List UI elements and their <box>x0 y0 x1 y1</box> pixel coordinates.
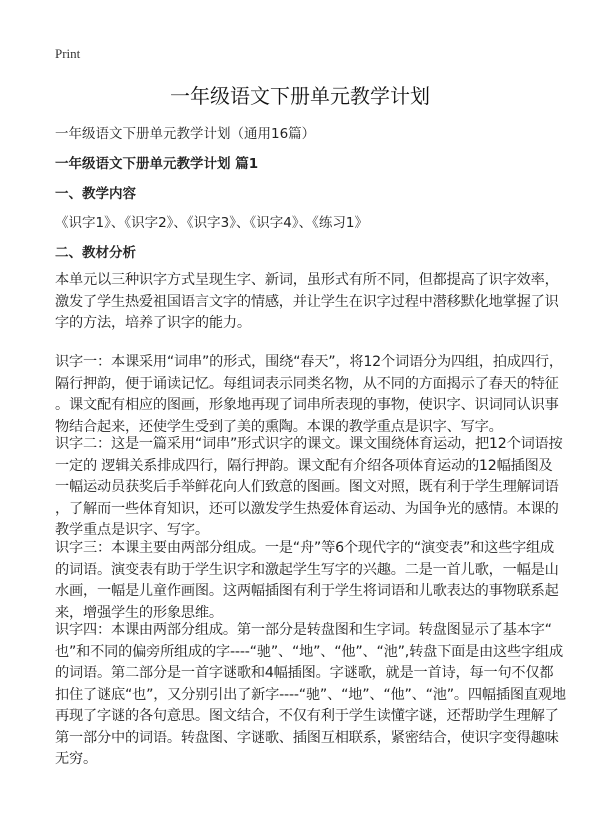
paragraph-line: 激发了学生热爱祖国语言文字的情感，并让学生在识字过程中潜移默化地掌握了识 <box>55 293 559 310</box>
paragraph-line: 的词语。第二部分是一首字谜歌和4幅插图。字谜歌，就是一首诗，每一句不仅都 <box>55 665 554 681</box>
paragraph-line: 来，增强学生的形象思维。 <box>55 604 223 621</box>
paragraph-line: 隔行押韵，便于诵读记忆。每组词表示同类名物，从不同的方面揭示了春天的特征 <box>55 375 559 392</box>
content-list: 《识字1》、《识字2》、《识字3》、《识字4》、《练习1》 <box>55 215 368 231</box>
paragraph-line: 识字二：这是一篇采用“词串”形式识字的课文。课文围绕体育运动，把12个词语按 <box>55 436 563 452</box>
paragraph-line: 识字三：本课主要由两部分组成。一是“舟”等6个现代字的“演变表”和这些字组成 <box>55 540 555 556</box>
paragraph <box>55 538 559 624</box>
paragraph-line: 物结合起来，还使学生受到了美的熏陶。本课的教学重点是识字、写字。 <box>55 418 503 435</box>
page-title: 一年级语文下册单元教学计划 <box>170 84 430 108</box>
paragraph-line: 水画，一幅是儿童作画图。这两幅插图有利于学生将词语和儿歌表达的事物联系起 <box>55 583 559 599</box>
paragraph-line: 无穷。 <box>55 751 97 767</box>
paragraph-line: 一定的 逻辑关系排成四行，隔行押韵。课文配有介绍各项体育运动的12幅插图及 <box>55 457 553 474</box>
section-heading: 一年级语文下册单元教学计划 篇1 <box>55 156 259 172</box>
paragraph-line: 也”和不同的偏旁所组成的字----“驰”、“地”、“他”、“池”,转盘下面是由这些字组成 <box>55 643 563 660</box>
paragraph-line: 识字四：本课由两部分组成。第一部分是转盘图和生字词。转盘图显示了基本字“ <box>55 622 552 638</box>
paragraph <box>55 352 563 438</box>
paragraph-line: ，了解而一些体育知识，还可以激发学生热爱体育运动、为国争光的感情。本课的 <box>55 500 559 517</box>
paragraph <box>55 620 566 771</box>
paragraph <box>55 270 559 335</box>
paragraph-line: 再现了字谜的各句意思。图文结合，不仅有利于学生读懂字谜，还帮助学生理解了 <box>55 708 559 724</box>
paragraph-line: 的词语。演变表有助于学生识字和激起学生写字的兴趣。二是一首儿歌，一幅是山 <box>55 561 559 578</box>
paragraph-line: 扣住了谜底“也”，又分别引出了新字----“驰”、“地”、“他”、“池”。四幅插图直观地 <box>55 686 566 703</box>
paragraph-line: 。课文配有相应的图画，形象地再现了词串所表现的事物，使识字、识词同认识事 <box>55 397 559 413</box>
heading-teaching-content: 一、教学内容 <box>55 186 136 202</box>
paragraph-line: 一幅运动员获奖后手举鲜花向人们致意的图画。图文对照，既有利于学生理解词语 <box>55 479 559 495</box>
subtitle: 一年级语文下册单元教学计划（通用16篇） <box>55 126 316 142</box>
paragraph-line: 教学重点是识字、写字。 <box>55 522 209 538</box>
paragraph-line: 识字一：本课采用“词串”的形式，围绕“春天”，将12个词语分为四组，拍成四行， <box>55 354 563 370</box>
paragraph-line: 第一部分中的词语。转盘图、字谜歌、插图互相联系，紧密结合，使识字变得趣味 <box>55 729 559 746</box>
heading-material-analysis: 二、教材分析 <box>55 245 136 261</box>
paragraph-line: 字的方法，培养了识字的能力。 <box>55 315 251 331</box>
paragraph <box>55 434 563 542</box>
print-link[interactable]: Print <box>55 46 81 61</box>
paragraph-line: 本单元以三种识字方式呈现生字、新词，虽形式有所不同，但都提高了识字效率， <box>55 272 559 288</box>
